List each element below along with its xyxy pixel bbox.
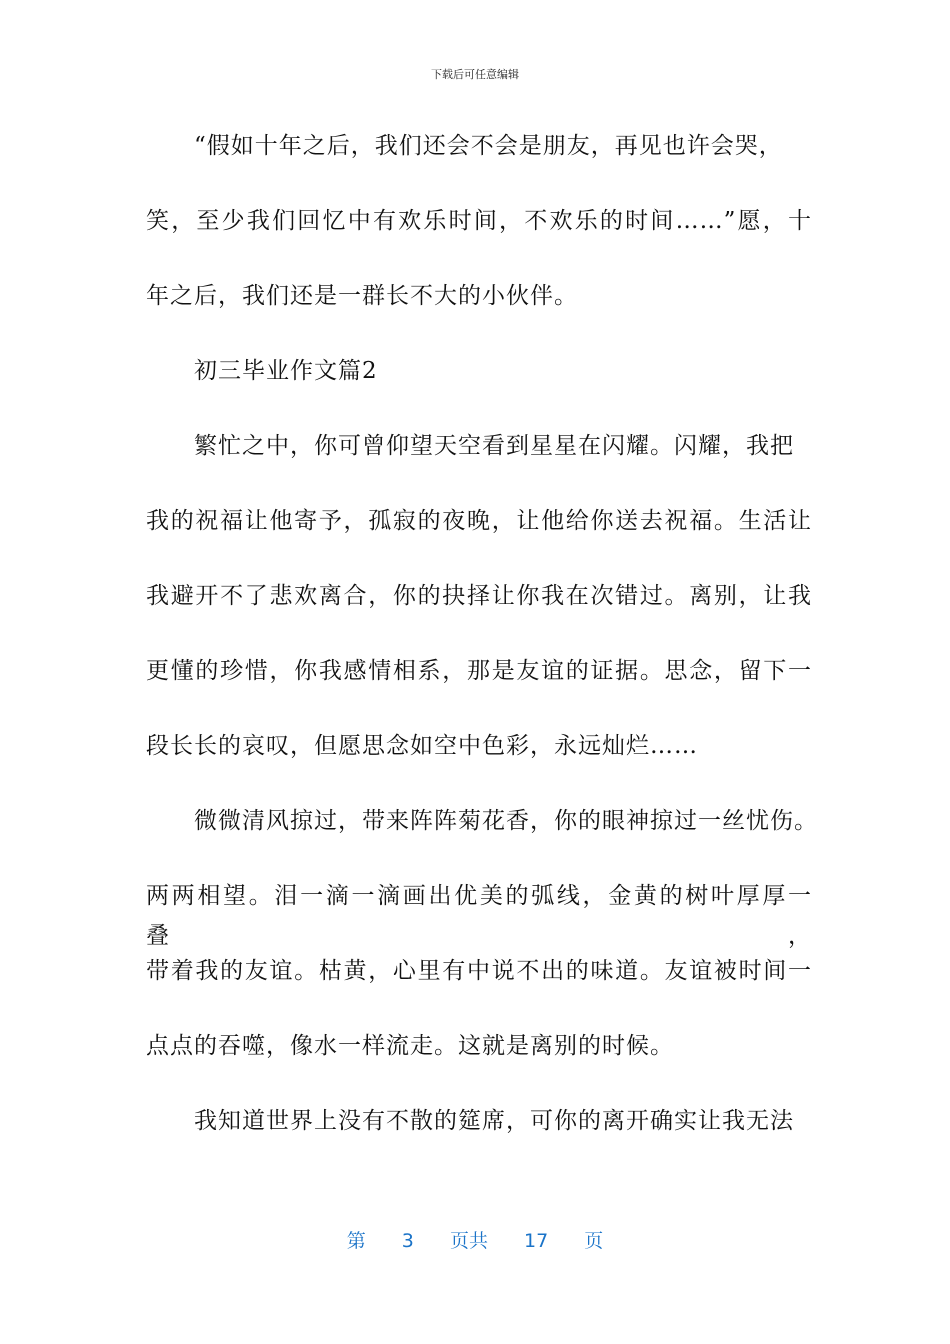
page-number-footer	[0, 1226, 950, 1253]
text-line: 两两相望。泪一滴一滴画出优美的弧线，金黄的树叶厚厚一叠，	[146, 883, 812, 949]
footer-prefix: 第	[346, 1230, 366, 1252]
text-line: 点点的吞噬，像水一样流走。这就是离别的时候。	[146, 1033, 674, 1059]
section-heading: 初三毕业作文篇2	[194, 358, 378, 384]
footer-total-pages: 17	[524, 1230, 549, 1252]
text-line: 我的祝福让他寄予，孤寂的夜晚，让他给你送去祝福。生活让	[146, 508, 812, 534]
text-line: “假如十年之后，我们还会不会是朋友，再见也许会哭，	[194, 133, 783, 159]
text-line: 繁忙之中，你可曾仰望天空看到星星在闪耀。闪耀，我把	[194, 433, 794, 459]
page-header-note: 下载后可任意编辑	[431, 68, 519, 81]
text-line: 我知道世界上没有不散的筵席，可你的离开确实让我无法	[194, 1108, 794, 1134]
text-line: 段长长的哀叹，但愿思念如空中色彩，永远灿烂……	[146, 733, 698, 759]
text-line: 更懂的珍惜，你我感情相系，那是友谊的证据。思念，留下一	[146, 658, 812, 684]
document-body	[146, 126, 818, 1176]
text-line: 带着我的友谊。枯黄，心里有中说不出的味道。友谊被时间一	[146, 958, 812, 984]
footer-middle: 页共	[449, 1230, 488, 1252]
text-line: 我避开不了悲欢离合，你的抉择让你我在次错过。离别，让我	[146, 583, 812, 609]
footer-current-page: 3	[401, 1230, 414, 1252]
text-line: 微微清风掠过，带来阵阵菊花香，你的眼神掠过一丝忧伤。	[194, 808, 818, 834]
footer-suffix: 页	[584, 1230, 604, 1252]
text-line: 年之后，我们还是一群长不大的小伙伴。	[146, 283, 578, 309]
text-line: 笑，至少我们回忆中有欢乐时间，不欢乐的时间……”愿，十	[146, 208, 812, 234]
